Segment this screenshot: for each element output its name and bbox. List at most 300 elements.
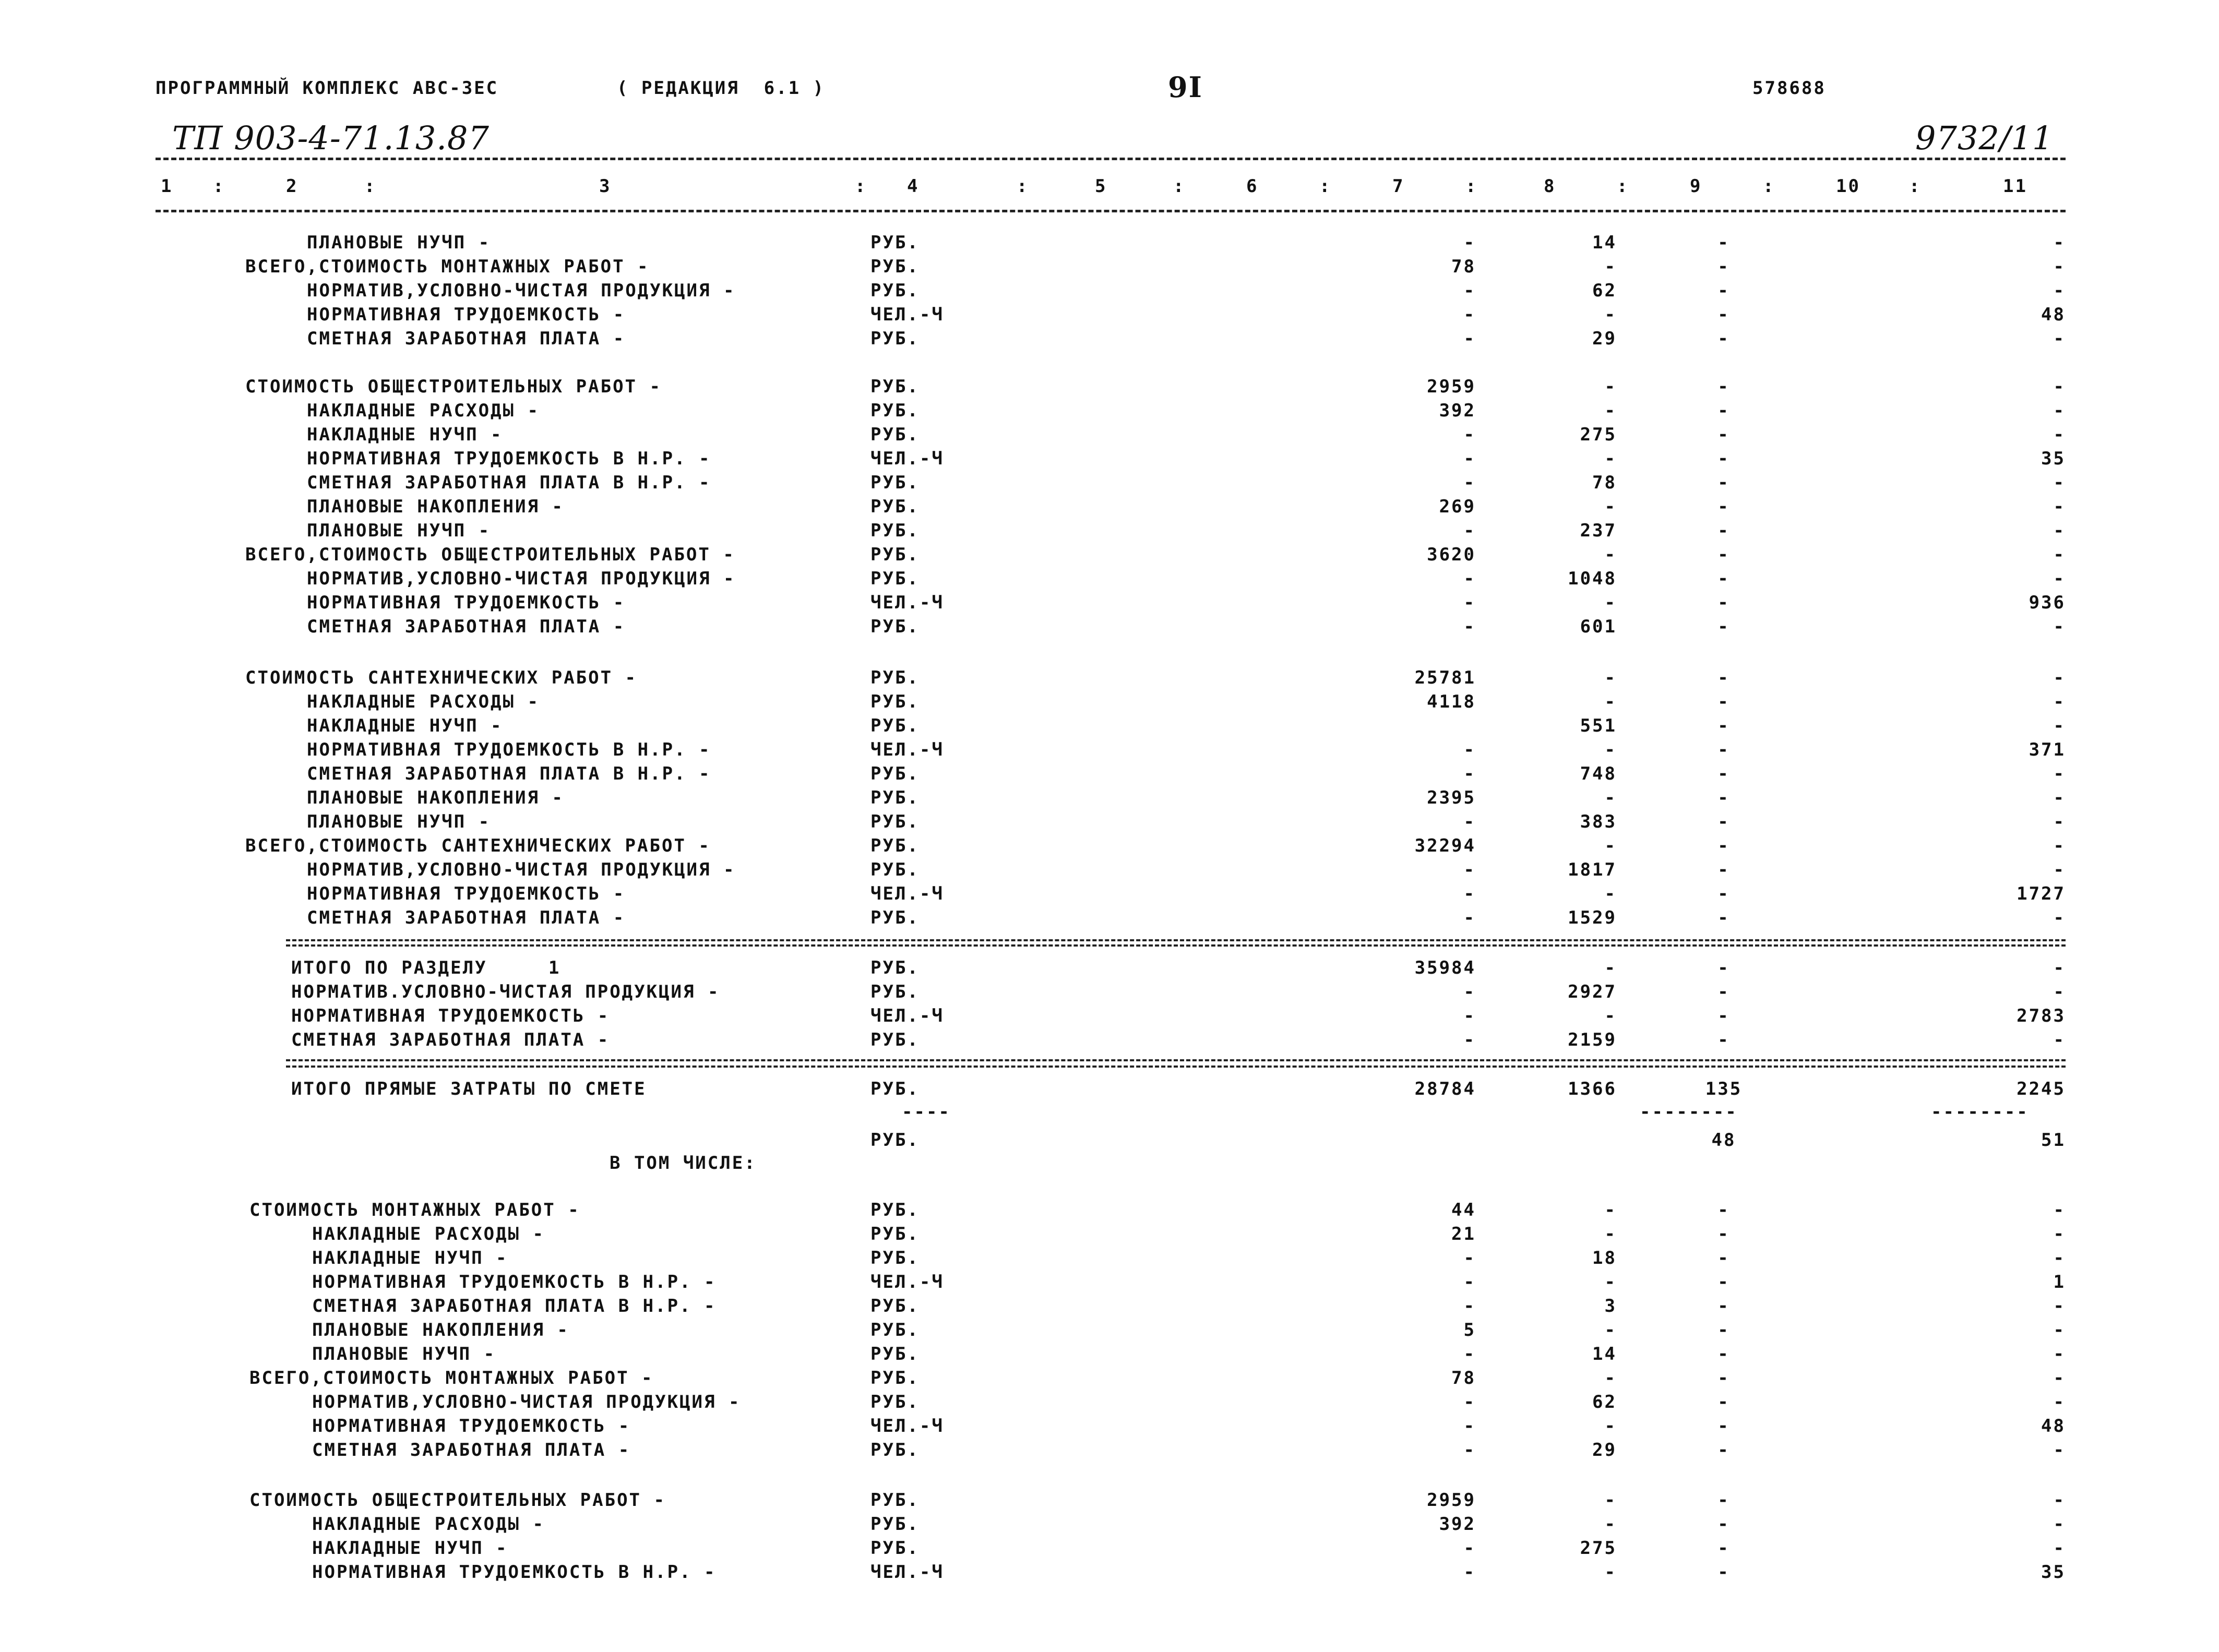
cell-col11: 35 [2041, 448, 2066, 469]
row-label: НАКЛАДНЫЕ НУЧП - [307, 424, 503, 445]
cell-col7: - [1463, 1562, 1476, 1583]
row-unit: РУБ. [870, 544, 920, 565]
cell-col9: - [1717, 957, 1730, 978]
section-rule-1-bottom [286, 944, 2066, 947]
column-number: 3 [599, 176, 612, 197]
column-separator: : [855, 176, 867, 197]
row-unit: ЧЕЛ.-Ч [870, 883, 944, 904]
cell-col7: 5 [1463, 1320, 1476, 1340]
row-unit: ЧЕЛ.-Ч [870, 1416, 944, 1436]
cell-col7: 2959 [1427, 1490, 1476, 1511]
cell-col8: 275 [1580, 1538, 1617, 1559]
row-unit: РУБ. [870, 328, 920, 349]
row-unit: РУБ. [870, 1296, 920, 1316]
row-unit: РУБ. [870, 787, 920, 808]
cell-col11: 2245 [2017, 1079, 2066, 1099]
cell-col7: - [1463, 520, 1476, 541]
cell-col11: - [2053, 811, 2066, 832]
cell-col11: - [2053, 1296, 2066, 1316]
cell-col8: - [1604, 1005, 1617, 1026]
cell-col11: - [2053, 1200, 2066, 1220]
row-unit: ЧЕЛ.-Ч [870, 1005, 944, 1026]
row-label: ПЛАНОВЫЕ НАКОПЛЕНИЯ - [312, 1320, 569, 1340]
cell-col11: - [2053, 835, 2066, 856]
row-label: НАКЛАДНЫЕ РАСХОДЫ - [307, 400, 540, 421]
row-label: ПЛАНОВЫЕ НУЧП - [307, 520, 491, 541]
stamp-project-code: ТП 903-4-71.13.87 [172, 119, 490, 157]
row-label: ИТОГО ПО РАЗДЕЛУ 1 [291, 957, 561, 978]
row-label: НОРМАТИВНАЯ ТРУДОЕМКОСТЬ В Н.Р. - [307, 739, 711, 760]
row-label: СТОИМОСТЬ МОНТАЖНЫХ РАБОТ - [249, 1200, 580, 1220]
cell-col11: - [2053, 376, 2066, 397]
cell-col9: - [1717, 1029, 1730, 1050]
cell-col7: - [1463, 472, 1476, 493]
row-label: НОРМАТИВНАЯ ТРУДОЕМКОСТЬ - [307, 883, 626, 904]
cell-col9: - [1717, 1562, 1730, 1583]
row-unit: РУБ. [870, 1368, 920, 1388]
cell-col9: - [1717, 1200, 1730, 1220]
row-label: ВСЕГО,СТОИМОСТЬ ОБЩЕСТРОИТЕЛЬНЫХ РАБОТ - [245, 544, 735, 565]
cell-col9: - [1717, 376, 1730, 397]
row-label: СТОИМОСТЬ ОБЩЕСТРОИТЕЛЬНЫХ РАБОТ - [245, 376, 662, 397]
column-number: 9 [1690, 176, 1702, 197]
cell-col8: 551 [1580, 715, 1617, 736]
cell-col7: 392 [1439, 400, 1476, 421]
section-rule-2-bottom [286, 1066, 2066, 1068]
cell-col8: - [1604, 1320, 1617, 1340]
row-unit: РУБ. [870, 1130, 920, 1151]
cell-col7: 2959 [1427, 376, 1476, 397]
cell-col7: - [1463, 763, 1476, 784]
row-label: НОРМАТИВ,УСЛОВНО-ЧИСТАЯ ПРОДУКЦИЯ - [307, 859, 736, 880]
cell-col9: 48 [1711, 1130, 1736, 1151]
page-number: 9I [1168, 70, 1203, 104]
column-number: 2 [286, 176, 299, 197]
row-unit: РУБ. [870, 472, 920, 493]
cell-col8: - [1604, 400, 1617, 421]
cell-col8: - [1604, 787, 1617, 808]
column-separator: : [1763, 176, 1775, 197]
row-label: НАКЛАДНЫЕ НУЧП - [307, 715, 503, 736]
row-unit: РУБ. [870, 1248, 920, 1268]
cell-col11: - [2053, 544, 2066, 565]
cell-col9: - [1717, 424, 1730, 445]
cell-col11: - [2053, 328, 2066, 349]
cell-col11: - [2053, 981, 2066, 1002]
cell-col11: - [2053, 1224, 2066, 1244]
row-label: НОРМАТИВНАЯ ТРУДОЕМКОСТЬ - [291, 1005, 610, 1026]
row-label: ВСЕГО,СТОИМОСТЬ МОНТАЖНЫХ РАБОТ - [245, 256, 650, 277]
cell-col7: - [1463, 424, 1476, 445]
row-label: НАКЛАДНЫЕ РАСХОДЫ - [312, 1514, 545, 1535]
row-unit: РУБ. [870, 981, 920, 1002]
cell-col9: - [1717, 232, 1730, 253]
cell-col8: 1817 [1568, 859, 1617, 880]
row-label: НОРМАТИВ,УСЛОВНО-ЧИСТАЯ ПРОДУКЦИЯ - [307, 280, 736, 301]
cell-col9: - [1717, 1392, 1730, 1412]
section-rule-1-top [286, 939, 2066, 941]
cell-col8: - [1604, 1200, 1617, 1220]
row-label: ПЛАНОВЫЕ НУЧП - [312, 1344, 496, 1364]
row-label: СМЕТНАЯ ЗАРАБОТНАЯ ПЛАТА В Н.Р. - [307, 472, 711, 493]
section-rule-2-top [286, 1059, 2066, 1061]
row-label: НАКЛАДНЫЕ РАСХОДЫ - [312, 1224, 545, 1244]
row-unit: РУБ. [870, 1079, 920, 1099]
col9-dash-separator: -------- [1640, 1102, 1738, 1122]
cell-col7: 35984 [1414, 957, 1476, 978]
cell-col9: - [1717, 592, 1730, 613]
row-label: НОРМАТИВ,УСЛОВНО-ЧИСТАЯ ПРОДУКЦИЯ - [312, 1392, 741, 1412]
cell-col9: 135 [1705, 1079, 1743, 1099]
cell-col11: - [2053, 667, 2066, 688]
cell-col9: - [1717, 1490, 1730, 1511]
cell-col11: - [2053, 691, 2066, 712]
cell-col9: - [1717, 1368, 1730, 1388]
cell-col11: - [2053, 1320, 2066, 1340]
column-number: 5 [1095, 176, 1107, 197]
cell-col8: - [1604, 835, 1617, 856]
cell-col8: 601 [1580, 616, 1617, 637]
program-title: ПРОГРАММНЫЙ КОМПЛЕКС АВС-ЗЕС [156, 78, 499, 99]
cell-col8: 383 [1580, 811, 1617, 832]
row-label: ПЛАНОВЫЕ НАКОПЛЕНИЯ - [307, 787, 564, 808]
cell-col11: - [2053, 1514, 2066, 1535]
cell-col7: 3620 [1427, 544, 1476, 565]
row-label: ИТОГО ПРЯМЫЕ ЗАТРАТЫ ПО СМЕТЕ [291, 1079, 647, 1099]
row-label: НОРМАТИВ.УСЛОВНО-ЧИСТАЯ ПРОДУКЦИЯ - [291, 981, 720, 1002]
header-top-rule [156, 158, 2066, 160]
cell-col11: - [2053, 424, 2066, 445]
cell-col7: - [1463, 568, 1476, 589]
cell-col8: - [1604, 448, 1617, 469]
cell-col7: 44 [1451, 1200, 1476, 1220]
cell-col8: 14 [1592, 232, 1617, 253]
cell-col7: 4118 [1427, 691, 1476, 712]
cell-col9: - [1717, 811, 1730, 832]
cell-col7: - [1463, 232, 1476, 253]
cell-col7: - [1463, 739, 1476, 760]
cell-col8: 748 [1580, 763, 1617, 784]
cell-col9: - [1717, 1248, 1730, 1268]
cell-col11: - [2053, 907, 2066, 928]
cell-col11: - [2053, 400, 2066, 421]
cell-col9: - [1717, 739, 1730, 760]
row-unit: РУБ. [870, 1320, 920, 1340]
cell-col11: - [2053, 859, 2066, 880]
cell-col11: - [2053, 232, 2066, 253]
row-label: НОРМАТИВНАЯ ТРУДОЕМКОСТЬ - [307, 592, 626, 613]
row-unit: РУБ. [870, 520, 920, 541]
cell-col11: - [2053, 787, 2066, 808]
row-label: ВСЕГО,СТОИМОСТЬ МОНТАЖНЫХ РАБОТ - [249, 1368, 654, 1388]
column-separator: : [1017, 176, 1029, 197]
row-label: НАКЛАДНЫЕ РАСХОДЫ - [307, 691, 540, 712]
row-unit: ЧЕЛ.-Ч [870, 448, 944, 469]
row-unit: РУБ. [870, 1224, 920, 1244]
row-unit: РУБ. [870, 1490, 920, 1511]
cell-col9: - [1717, 1272, 1730, 1292]
cell-col11: 1727 [2017, 883, 2066, 904]
row-unit: РУБ. [870, 1538, 920, 1559]
cell-col8: - [1604, 1514, 1617, 1535]
cell-col8: - [1604, 957, 1617, 978]
cell-col9: - [1717, 667, 1730, 688]
cell-col9: - [1717, 1538, 1730, 1559]
cell-col11: 1 [2053, 1272, 2066, 1292]
row-unit: РУБ. [870, 568, 920, 589]
row-unit: РУБ. [870, 835, 920, 856]
cell-col8: - [1604, 1224, 1617, 1244]
cell-col7: - [1463, 1538, 1476, 1559]
row-unit: РУБ. [870, 1200, 920, 1220]
cell-col8: 275 [1580, 424, 1617, 445]
row-label: СТОИМОСТЬ ОБЩЕСТРОИТЕЛЬНЫХ РАБОТ - [249, 1490, 666, 1511]
cell-col8: - [1604, 496, 1617, 517]
stamp-sheet-code: 9732/11 [1915, 119, 2054, 157]
row-label: СМЕТНАЯ ЗАРАБОТНАЯ ПЛАТА - [291, 1029, 610, 1050]
row-unit: РУБ. [870, 376, 920, 397]
cell-col9: - [1717, 907, 1730, 928]
cell-col8: - [1604, 691, 1617, 712]
cell-col11: 936 [2029, 592, 2066, 613]
cell-col11: - [2053, 1490, 2066, 1511]
cell-col9: - [1717, 400, 1730, 421]
row-label: НОРМАТИВНАЯ ТРУДОЕМКОСТЬ - [312, 1416, 631, 1436]
row-label: СТОИМОСТЬ САНТЕХНИЧЕСКИХ РАБОТ - [245, 667, 638, 688]
cell-col9: - [1717, 472, 1730, 493]
column-number: 4 [907, 176, 920, 197]
cell-col9: - [1717, 715, 1730, 736]
cell-col9: - [1717, 1416, 1730, 1436]
cell-col11: - [2053, 715, 2066, 736]
row-unit: РУБ. [870, 280, 920, 301]
cell-col8: - [1604, 256, 1617, 277]
row-unit: РУБ. [870, 496, 920, 517]
row-label: НОРМАТИВ,УСЛОВНО-ЧИСТАЯ ПРОДУКЦИЯ - [307, 568, 736, 589]
row-label: СМЕТНАЯ ЗАРАБОТНАЯ ПЛАТА В Н.Р. - [312, 1296, 717, 1316]
cell-col7: 28784 [1414, 1079, 1476, 1099]
row-label: СМЕТНАЯ ЗАРАБОТНАЯ ПЛАТА - [307, 616, 626, 637]
row-unit: РУБ. [870, 715, 920, 736]
unit-dash-separator: ---- [902, 1102, 951, 1122]
cell-col7: - [1463, 328, 1476, 349]
cell-col7: 21 [1451, 1224, 1476, 1244]
row-unit: РУБ. [870, 859, 920, 880]
column-number: 10 [1836, 176, 1860, 197]
cell-col7: - [1463, 1392, 1476, 1412]
cell-col7: - [1463, 1248, 1476, 1268]
edition-label: ( РЕДАКЦИЯ 6.1 ) [617, 78, 825, 99]
cell-col7: - [1463, 1029, 1476, 1050]
cell-col11: - [2053, 1344, 2066, 1364]
cell-col7: - [1463, 280, 1476, 301]
cell-col11: - [2053, 616, 2066, 637]
header-bottom-rule [156, 210, 2066, 212]
cell-col7: - [1463, 1272, 1476, 1292]
row-label: НОРМАТИВНАЯ ТРУДОЕМКОСТЬ - [307, 304, 626, 325]
column-number: 1 [161, 176, 173, 197]
row-unit: РУБ. [870, 1514, 920, 1535]
column-number: 8 [1544, 176, 1556, 197]
cell-col11: - [2053, 1538, 2066, 1559]
cell-col8: - [1604, 1272, 1617, 1292]
cell-col8: 1048 [1568, 568, 1617, 589]
column-separator: : [213, 176, 225, 197]
cell-col9: - [1717, 520, 1730, 541]
cell-col7: - [1463, 811, 1476, 832]
cell-col8: - [1604, 376, 1617, 397]
row-label: ПЛАНОВЫЕ НУЧП - [307, 811, 491, 832]
cell-col7: - [1463, 592, 1476, 613]
row-label: НАКЛАДНЫЕ НУЧП - [312, 1248, 508, 1268]
col11-dash-separator: -------- [1931, 1102, 2029, 1122]
cell-col9: - [1717, 787, 1730, 808]
cell-col8: - [1604, 592, 1617, 613]
row-label: ПЛАНОВЫЕ НАКОПЛЕНИЯ - [307, 496, 564, 517]
cell-col9: - [1717, 448, 1730, 469]
cell-col9: - [1717, 691, 1730, 712]
cell-col8: 14 [1592, 1344, 1617, 1364]
column-number: 11 [2003, 176, 2027, 197]
row-label: НАКЛАДНЫЕ НУЧП - [312, 1538, 508, 1559]
row-unit: РУБ. [870, 763, 920, 784]
cell-col8: 3 [1604, 1296, 1617, 1316]
cell-col7: - [1463, 1344, 1476, 1364]
cell-col9: - [1717, 1440, 1730, 1461]
cell-col7: 2395 [1427, 787, 1476, 808]
row-unit: РУБ. [870, 1440, 920, 1461]
row-label: ПЛАНОВЫЕ НУЧП - [307, 232, 491, 253]
cell-col11: 48 [2041, 1416, 2066, 1436]
column-number: 6 [1246, 176, 1259, 197]
cell-col11: - [2053, 568, 2066, 589]
cell-col9: - [1717, 328, 1730, 349]
row-unit: РУБ. [870, 957, 920, 978]
row-unit: ЧЕЛ.-Ч [870, 304, 944, 325]
column-separator: : [1173, 176, 1186, 197]
cell-col9: - [1717, 304, 1730, 325]
cell-col9: - [1717, 835, 1730, 856]
cell-col7: - [1463, 907, 1476, 928]
cell-col8: 1529 [1568, 907, 1617, 928]
row-unit: ЧЕЛ.-Ч [870, 739, 944, 760]
cell-col8: - [1604, 1368, 1617, 1388]
cell-col9: - [1717, 1344, 1730, 1364]
row-unit: РУБ. [870, 256, 920, 277]
row-unit: РУБ. [870, 1392, 920, 1412]
row-unit: РУБ. [870, 616, 920, 637]
cell-col8: 78 [1592, 472, 1617, 493]
cell-col11: - [2053, 280, 2066, 301]
cell-col8: - [1604, 883, 1617, 904]
cell-col9: - [1717, 859, 1730, 880]
row-unit: РУБ. [870, 1029, 920, 1050]
cell-col11: - [2053, 1248, 2066, 1268]
row-label: НОРМАТИВНАЯ ТРУДОЕМКОСТЬ В Н.Р. - [307, 448, 711, 469]
cell-col11: - [2053, 957, 2066, 978]
cell-col11: - [2053, 1392, 2066, 1412]
cell-col7: - [1463, 1416, 1476, 1436]
cell-col8: 29 [1592, 1440, 1617, 1461]
row-label: СМЕТНАЯ ЗАРАБОТНАЯ ПЛАТА В Н.Р. - [307, 763, 711, 784]
cell-col9: - [1717, 1320, 1730, 1340]
cell-col8: 2159 [1568, 1029, 1617, 1050]
cell-col7: - [1463, 1296, 1476, 1316]
row-label: ВСЕГО,СТОИМОСТЬ САНТЕХНИЧЕСКИХ РАБОТ - [245, 835, 711, 856]
cell-col8: 1366 [1568, 1079, 1617, 1099]
cell-col7: - [1463, 304, 1476, 325]
cell-col9: - [1717, 883, 1730, 904]
cell-col9: - [1717, 568, 1730, 589]
row-label: В ТОМ ЧИСЛЕ: [610, 1153, 757, 1174]
cell-col8: - [1604, 1416, 1617, 1436]
column-number: 7 [1392, 176, 1405, 197]
cell-col7: - [1463, 859, 1476, 880]
cell-col9: - [1717, 256, 1730, 277]
cell-col11: - [2053, 1440, 2066, 1461]
row-unit: РУБ. [870, 400, 920, 421]
cell-col9: - [1717, 280, 1730, 301]
cell-col9: - [1717, 544, 1730, 565]
cell-col8: - [1604, 667, 1617, 688]
cell-col7: - [1463, 448, 1476, 469]
column-separator: : [1909, 176, 1922, 197]
cell-col9: - [1717, 981, 1730, 1002]
cell-col11: - [2053, 1029, 2066, 1050]
row-unit: РУБ. [870, 691, 920, 712]
row-unit: ЧЕЛ.-Ч [870, 1562, 944, 1583]
cell-col7: - [1463, 1440, 1476, 1461]
column-separator: : [1319, 176, 1332, 197]
cell-col7: 32294 [1414, 835, 1476, 856]
row-unit: РУБ. [870, 811, 920, 832]
cell-col9: - [1717, 496, 1730, 517]
row-label: СМЕТНАЯ ЗАРАБОТНАЯ ПЛАТА - [307, 328, 626, 349]
cell-col11: 2783 [2017, 1005, 2066, 1026]
cell-col8: 29 [1592, 328, 1617, 349]
cell-col11: 371 [2029, 739, 2066, 760]
cell-col11: - [2053, 520, 2066, 541]
row-unit: РУБ. [870, 232, 920, 253]
row-unit: РУБ. [870, 1344, 920, 1364]
row-label: НОРМАТИВНАЯ ТРУДОЕМКОСТЬ В Н.Р. - [312, 1272, 717, 1292]
cell-col7: 78 [1451, 1368, 1476, 1388]
row-unit: РУБ. [870, 907, 920, 928]
row-unit: РУБ. [870, 424, 920, 445]
cell-col8: - [1604, 739, 1617, 760]
cell-col11: - [2053, 256, 2066, 277]
cell-col11: 51 [2041, 1130, 2066, 1151]
column-separator: : [1465, 176, 1478, 197]
cell-col11: - [2053, 1368, 2066, 1388]
row-label: НОРМАТИВНАЯ ТРУДОЕМКОСТЬ В Н.Р. - [312, 1562, 717, 1583]
cell-col11: - [2053, 496, 2066, 517]
document-code: 578688 [1752, 78, 1826, 99]
column-separator: : [364, 176, 377, 197]
row-unit: ЧЕЛ.-Ч [870, 592, 944, 613]
cell-col8: 62 [1592, 280, 1617, 301]
cell-col7: - [1463, 616, 1476, 637]
cell-col7: - [1463, 981, 1476, 1002]
cell-col8: 18 [1592, 1248, 1617, 1268]
cell-col9: - [1717, 1514, 1730, 1535]
cell-col7: 269 [1439, 496, 1476, 517]
cell-col8: 62 [1592, 1392, 1617, 1412]
cell-col9: - [1717, 1005, 1730, 1026]
column-separator: : [1617, 176, 1629, 197]
cell-col7: 78 [1451, 256, 1476, 277]
row-label: СМЕТНАЯ ЗАРАБОТНАЯ ПЛАТА - [307, 907, 626, 928]
